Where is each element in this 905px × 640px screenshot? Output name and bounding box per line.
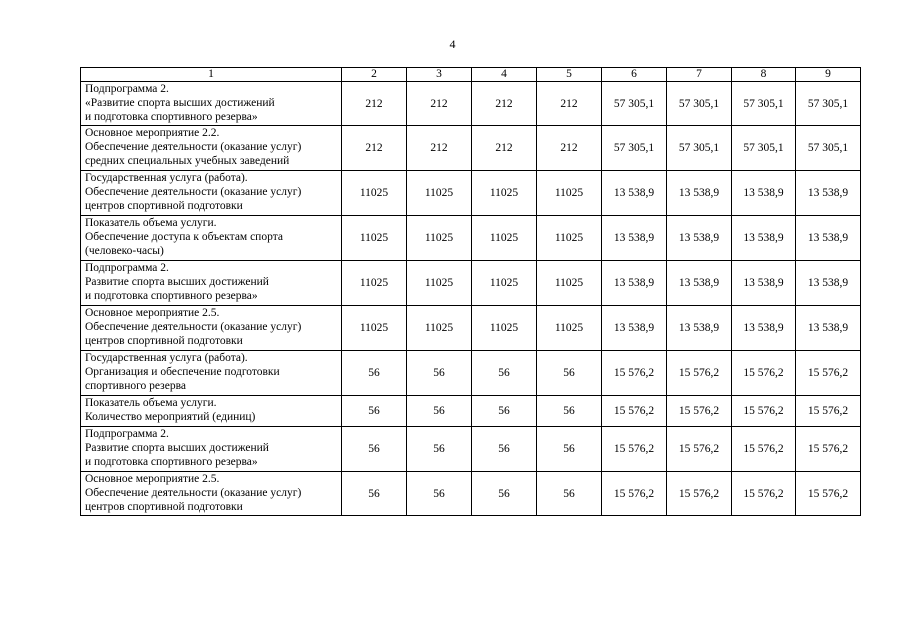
value-cell-col-5: 11025 [537, 171, 602, 216]
value-cell-col-8: 57 305,1 [732, 126, 796, 171]
value-cell-col-7: 13 538,9 [667, 306, 732, 351]
row-name-cell [81, 216, 342, 261]
value-cell-col-2: 56 [342, 351, 407, 396]
value-cell-col-7: 13 538,9 [667, 171, 732, 216]
value-cell-col-2: 11025 [342, 261, 407, 306]
row-name-line: центров спортивной подготовки [85, 501, 243, 513]
value-cell-col-8: 15 576,2 [732, 472, 796, 516]
row-name-cell [81, 171, 342, 216]
value-cell-col-2: 56 [342, 427, 407, 472]
value-cell-col-9: 15 576,2 [796, 396, 861, 427]
row-name-line: Развитие спорта высших достижений [85, 276, 269, 288]
row-name-line: Подпрограмма 2. [85, 262, 169, 274]
value-cell-col-6: 15 576,2 [602, 472, 667, 516]
value-cell-col-3: 212 [407, 82, 472, 126]
value-cell-col-3: 56 [407, 472, 472, 516]
value-cell-col-7: 57 305,1 [667, 82, 732, 126]
value-cell-col-6: 15 576,2 [602, 351, 667, 396]
value-cell-col-9: 15 576,2 [796, 472, 861, 516]
value-cell-col-7: 15 576,2 [667, 351, 732, 396]
row-name-line: (человеко-часы) [85, 245, 164, 257]
table-row [81, 126, 861, 171]
column-header-8: 8 [732, 68, 796, 82]
table-row [81, 396, 861, 427]
value-cell-col-6: 57 305,1 [602, 82, 667, 126]
value-cell-col-8: 57 305,1 [732, 82, 796, 126]
table-row [81, 351, 861, 396]
value-cell-col-5: 56 [537, 396, 602, 427]
value-cell-col-2: 212 [342, 126, 407, 171]
value-cell-col-7: 15 576,2 [667, 427, 732, 472]
row-name-line: Обеспечение деятельности (оказание услуг) [85, 141, 302, 153]
row-name-line: спортивного резерва [85, 380, 186, 392]
row-name-cell [81, 261, 342, 306]
column-header-4: 4 [472, 68, 537, 82]
row-name-line: Основное мероприятие 2.2. [85, 127, 220, 139]
table-row [81, 261, 861, 306]
row-name-line: Государственная услуга (работа). [85, 172, 248, 184]
value-cell-col-5: 56 [537, 427, 602, 472]
value-cell-col-8: 15 576,2 [732, 427, 796, 472]
value-cell-col-4: 56 [472, 427, 537, 472]
value-cell-col-6: 57 305,1 [602, 126, 667, 171]
value-cell-col-3: 56 [407, 427, 472, 472]
value-cell-col-4: 11025 [472, 171, 537, 216]
value-cell-col-3: 212 [407, 126, 472, 171]
row-name-line: Обеспечение деятельности (оказание услуг) [85, 487, 302, 499]
value-cell-col-7: 15 576,2 [667, 396, 732, 427]
row-name-cell [81, 472, 342, 516]
row-name-line: Показатель объема услуги. [85, 217, 217, 229]
value-cell-col-9: 15 576,2 [796, 427, 861, 472]
value-cell-col-8: 13 538,9 [732, 171, 796, 216]
table-body [81, 82, 861, 516]
column-header-1: 1 [81, 68, 342, 82]
value-cell-col-7: 13 538,9 [667, 261, 732, 306]
row-name-line: Обеспечение доступа к объектам спорта [85, 231, 283, 243]
value-cell-col-4: 11025 [472, 216, 537, 261]
value-cell-col-9: 13 538,9 [796, 216, 861, 261]
value-cell-col-6: 13 538,9 [602, 261, 667, 306]
value-cell-col-4: 56 [472, 351, 537, 396]
value-cell-col-9: 57 305,1 [796, 82, 861, 126]
row-name-line: центров спортивной подготовки [85, 335, 243, 347]
value-cell-col-6: 13 538,9 [602, 216, 667, 261]
row-name-line: средних специальных учебных заведений [85, 155, 290, 167]
value-cell-col-6: 15 576,2 [602, 396, 667, 427]
value-cell-col-9: 13 538,9 [796, 261, 861, 306]
row-name-cell [81, 396, 342, 427]
value-cell-col-3: 56 [407, 396, 472, 427]
value-cell-col-5: 11025 [537, 306, 602, 351]
value-cell-col-6: 13 538,9 [602, 171, 667, 216]
value-cell-col-5: 212 [537, 126, 602, 171]
table-row [81, 82, 861, 126]
value-cell-col-3: 11025 [407, 216, 472, 261]
row-name-cell [81, 82, 342, 126]
value-cell-col-2: 11025 [342, 171, 407, 216]
value-cell-col-4: 56 [472, 396, 537, 427]
value-cell-col-2: 212 [342, 82, 407, 126]
row-name-cell [81, 351, 342, 396]
value-cell-col-9: 13 538,9 [796, 171, 861, 216]
row-name-line: Показатель объема услуги. [85, 397, 217, 409]
page-number: 4 [449, 37, 456, 51]
value-cell-col-9: 57 305,1 [796, 126, 861, 171]
value-cell-col-5: 56 [537, 351, 602, 396]
row-name-line: Подпрограмма 2. [85, 428, 169, 440]
table-row [81, 427, 861, 472]
column-header-7: 7 [667, 68, 732, 82]
value-cell-col-8: 13 538,9 [732, 261, 796, 306]
value-cell-col-4: 212 [472, 126, 537, 171]
row-name-cell [81, 126, 342, 171]
column-header-5: 5 [537, 68, 602, 82]
column-header-9: 9 [796, 68, 861, 82]
row-name-line: Основное мероприятие 2.5. [85, 307, 220, 319]
value-cell-col-5: 212 [537, 82, 602, 126]
row-name-line: Организация и обеспечение подготовки [85, 366, 280, 378]
value-cell-col-3: 11025 [407, 306, 472, 351]
value-cell-col-3: 11025 [407, 261, 472, 306]
value-cell-col-4: 212 [472, 82, 537, 126]
table-row [81, 306, 861, 351]
row-name-line: центров спортивной подготовки [85, 200, 243, 212]
value-cell-col-8: 15 576,2 [732, 396, 796, 427]
value-cell-col-7: 13 538,9 [667, 216, 732, 261]
value-cell-col-6: 15 576,2 [602, 427, 667, 472]
value-cell-col-5: 56 [537, 472, 602, 516]
row-name-line: Обеспечение деятельности (оказание услуг) [85, 321, 302, 333]
row-name-line: Основное мероприятие 2.5. [85, 473, 220, 485]
row-name-line: Развитие спорта высших достижений [85, 442, 269, 454]
row-name-cell [81, 306, 342, 351]
row-name-line: Подпрограмма 2. [85, 83, 169, 95]
column-header-6: 6 [602, 68, 667, 82]
value-cell-col-5: 11025 [537, 216, 602, 261]
table-row [81, 216, 861, 261]
column-header-3: 3 [407, 68, 472, 82]
row-name-line: Государственная услуга (работа). [85, 352, 248, 364]
value-cell-col-8: 13 538,9 [732, 216, 796, 261]
table-header-row [81, 68, 861, 82]
value-cell-col-2: 11025 [342, 306, 407, 351]
value-cell-col-9: 13 538,9 [796, 306, 861, 351]
value-cell-col-7: 57 305,1 [667, 126, 732, 171]
value-cell-col-4: 56 [472, 472, 537, 516]
value-cell-col-3: 56 [407, 351, 472, 396]
value-cell-col-4: 11025 [472, 306, 537, 351]
table-row [81, 472, 861, 516]
value-cell-col-2: 11025 [342, 216, 407, 261]
value-cell-col-9: 15 576,2 [796, 351, 861, 396]
value-cell-col-6: 13 538,9 [602, 306, 667, 351]
row-name-cell [81, 427, 342, 472]
column-header-2: 2 [342, 68, 407, 82]
row-name-line: и подготовка спортивного резерва» [85, 456, 258, 468]
value-cell-col-8: 13 538,9 [732, 306, 796, 351]
row-name-line: Обеспечение деятельности (оказание услуг) [85, 186, 302, 198]
row-name-line: и подготовка спортивного резерва» [85, 290, 258, 302]
value-cell-col-7: 15 576,2 [667, 472, 732, 516]
row-name-line: Количество мероприятий (единиц) [85, 411, 256, 423]
value-cell-col-3: 11025 [407, 171, 472, 216]
row-name-line: и подготовка спортивного резерва» [85, 111, 258, 123]
value-cell-col-4: 11025 [472, 261, 537, 306]
value-cell-col-5: 11025 [537, 261, 602, 306]
value-cell-col-2: 56 [342, 472, 407, 516]
value-cell-col-2: 56 [342, 396, 407, 427]
value-cell-col-8: 15 576,2 [732, 351, 796, 396]
data-table [80, 67, 861, 516]
table-row [81, 171, 861, 216]
row-name-line: «Развитие спорта высших достижений [85, 97, 275, 109]
